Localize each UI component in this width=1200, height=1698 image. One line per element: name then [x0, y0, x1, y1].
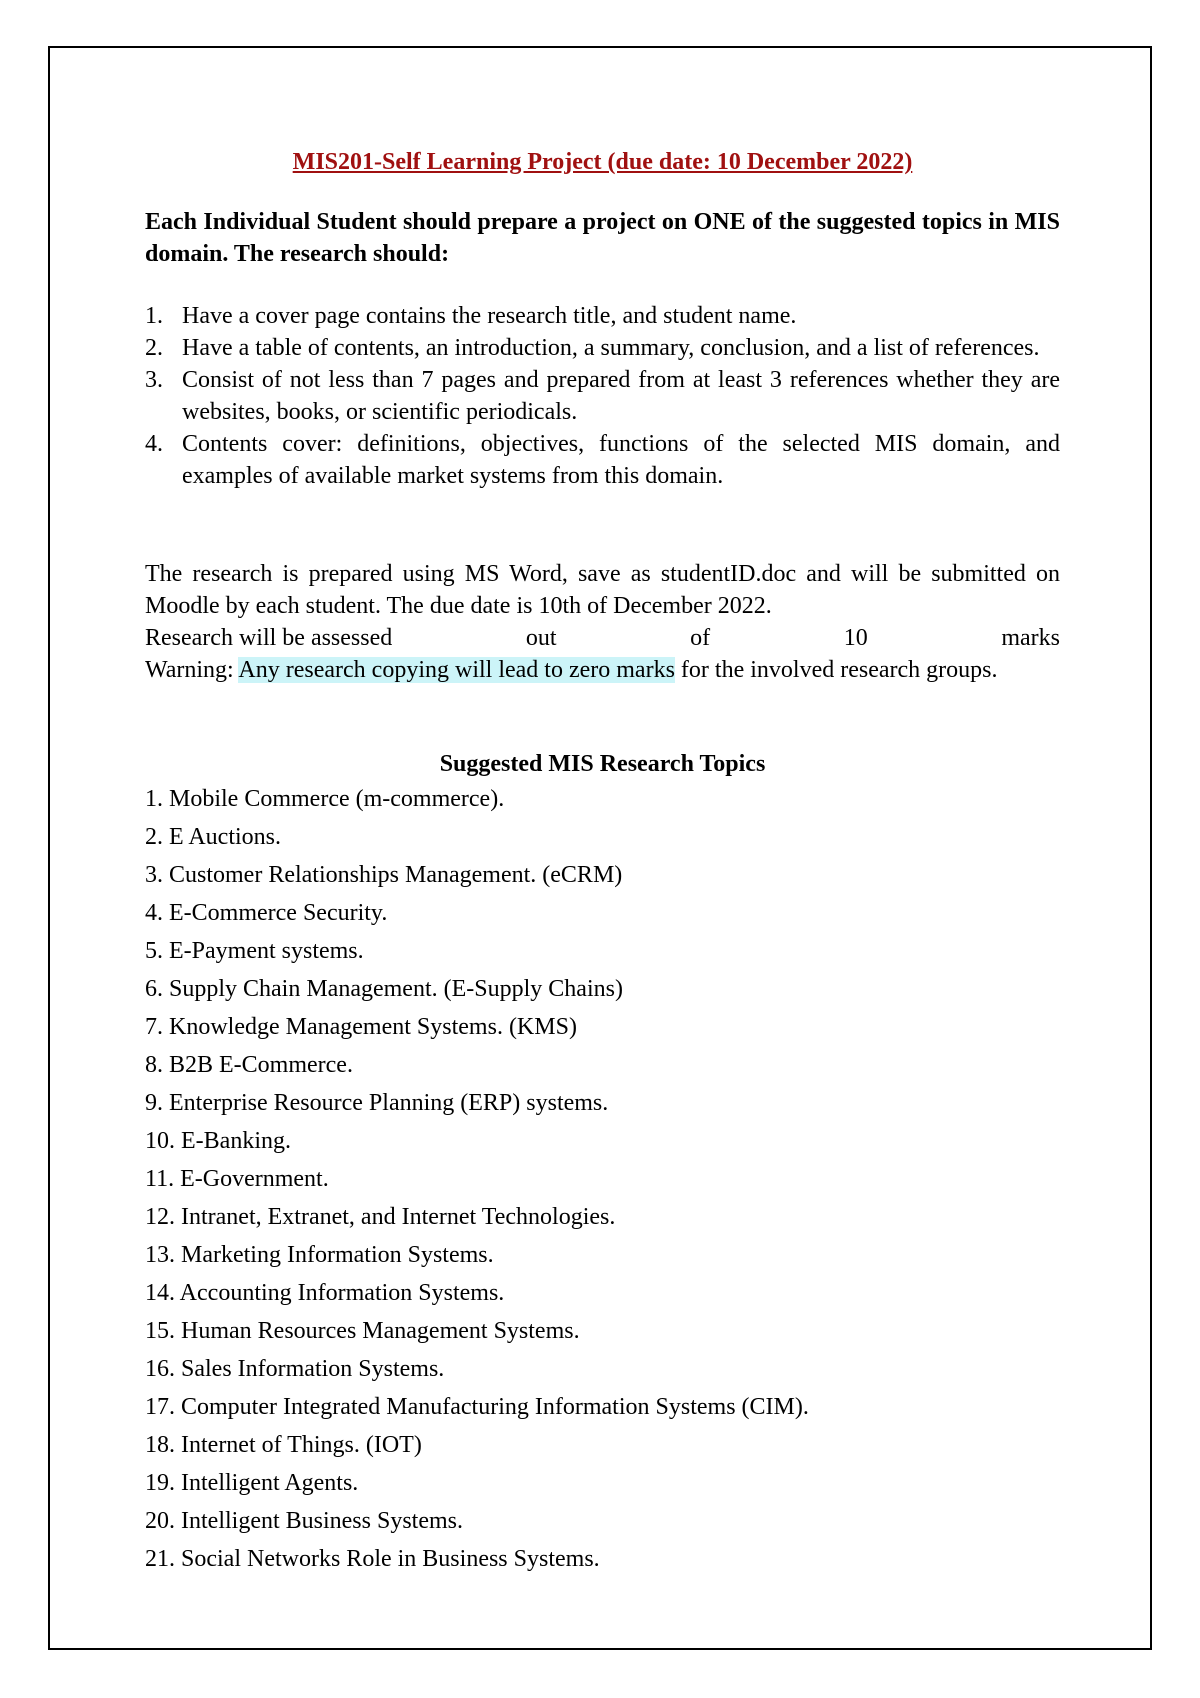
topics-heading: Suggested MIS Research Topics: [439, 751, 766, 777]
requirement-number: 1.: [145, 303, 163, 329]
submission-paragraph: The research is prepared using MS Word, save as studentID.doc and will be submitted on Moodle by each student. The due date is 10th of December 2022.: [145, 561, 1060, 619]
assessment-word: out: [525, 625, 557, 651]
requirement-item: [145, 332, 1060, 364]
assessment-text: Research will be assessed: [145, 625, 393, 651]
assessment-line: [145, 622, 1060, 654]
topic-item: 14. Accounting Information Systems.: [145, 1280, 505, 1306]
topics-list: [145, 780, 1060, 1578]
intro-paragraph: Each Individual Student should prepare a project on ONE of the suggested topics in MIS domain. The research should:: [145, 209, 1060, 267]
topic-item: 3. Customer Relationships Management. (eCRM): [145, 862, 623, 888]
assessment-marks-value: 10: [843, 625, 868, 651]
warning-highlight: Any research copying will lead to zero marks: [238, 657, 675, 683]
topic-item: 7. Knowledge Management Systems. (KMS): [145, 1014, 577, 1040]
topic-item: 15. Human Resources Management Systems.: [145, 1318, 580, 1344]
topic-item: 20. Intelligent Business Systems.: [145, 1508, 463, 1534]
requirement-item: [145, 428, 1060, 492]
assessment-word: marks: [1001, 625, 1060, 651]
topic-item: 5. E-Payment systems.: [145, 938, 364, 964]
topic-item: 6. Supply Chain Management. (E-Supply Chains): [145, 976, 623, 1002]
topic-item: 9. Enterprise Resource Planning (ERP) systems.: [145, 1090, 609, 1116]
topic-item: 12. Intranet, Extranet, and Internet Technologies.: [145, 1204, 616, 1230]
requirement-text: Consist of not less than 7 pages and prepared from at least 3 references whether they are websites, books, or scientific periodicals.: [182, 367, 1060, 425]
topic-item: 16. Sales Information Systems.: [145, 1356, 445, 1382]
requirement-number: 2.: [145, 335, 163, 361]
topic-item: 19. Intelligent Agents.: [145, 1470, 359, 1496]
warning-rest: for the involved research groups.: [680, 657, 998, 683]
requirement-text: Have a cover page contains the research title, and student name.: [182, 303, 797, 329]
topic-item: 17. Computer Integrated Manufacturing Information Systems (CIM).: [145, 1394, 809, 1420]
requirement-number: 3.: [145, 367, 163, 393]
topic-item: 2. E Auctions.: [145, 824, 281, 850]
requirement-item: [145, 300, 1060, 332]
topic-item: 11. E-Government.: [145, 1166, 329, 1192]
topic-item: 1. Mobile Commerce (m-commerce).: [145, 786, 505, 812]
requirement-text: Contents cover: definitions, objectives, functions of the selected MIS domain, and examples of available market systems from this domain.: [182, 431, 1060, 489]
topic-item: 4. E-Commerce Security.: [145, 900, 388, 926]
requirement-text: Have a table of contents, an introduction, a summary, conclusion, and a list of references.: [182, 335, 1040, 361]
topic-item: 8. B2B E-Commerce.: [145, 1052, 353, 1078]
topic-item: 21. Social Networks Role in Business Systems.: [145, 1546, 600, 1572]
requirements-list: [145, 300, 1060, 492]
topic-item: 10. E-Banking.: [145, 1128, 291, 1154]
warning-label: Warning:: [145, 657, 234, 683]
topic-item: 18. Internet of Things. (IOT): [145, 1432, 422, 1458]
topic-item: 13. Marketing Information Systems.: [145, 1242, 494, 1268]
warning-paragraph: [145, 654, 1060, 686]
requirement-item: [145, 364, 1060, 428]
requirement-number: 4.: [145, 431, 163, 457]
document-title: MIS201-Self Learning Project (due date: 10 December 2022): [292, 149, 913, 175]
assessment-word: of: [690, 625, 711, 651]
